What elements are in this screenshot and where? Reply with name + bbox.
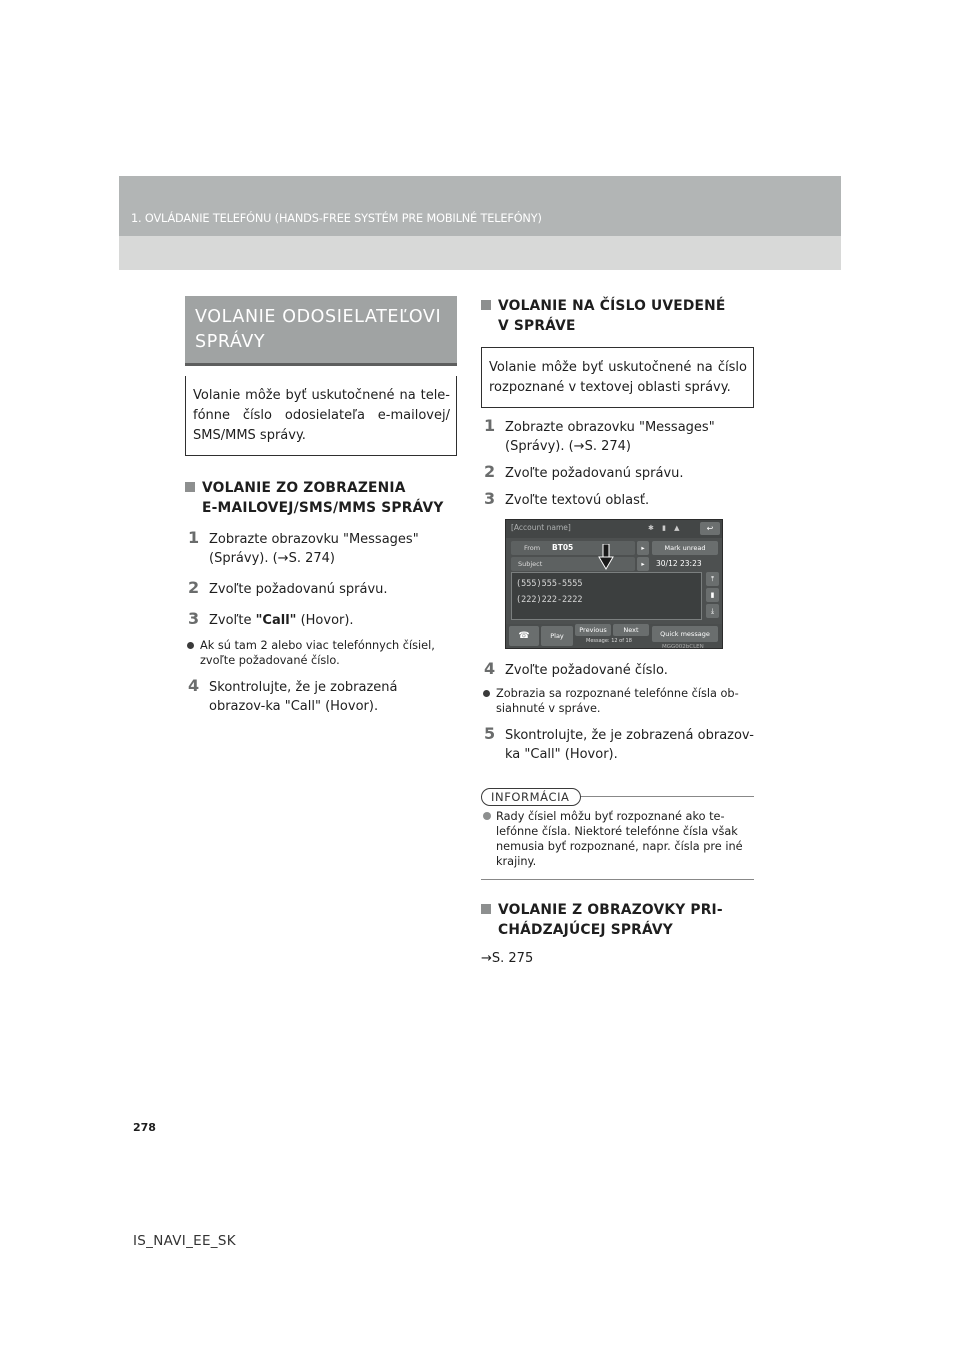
- step-text: Zobrazte obrazovku "Messages" (Správy). (→S. 274): [209, 532, 419, 566]
- subheading-line1: VOLANIE ZO ZOBRAZENIA: [202, 480, 406, 496]
- section-title-box: [185, 296, 457, 366]
- page-number: 278: [133, 1121, 156, 1134]
- subheading-2: [481, 900, 754, 940]
- subject-label: Subject: [518, 560, 543, 568]
- square-bullet-icon: [481, 300, 491, 310]
- header-band: [119, 176, 841, 236]
- scroll-top-icon[interactable]: ⤒: [706, 572, 719, 586]
- previous-button[interactable]: Previous: [575, 624, 611, 636]
- note-box: Volanie môže byť uskutočnené na číslo rozpoznané v textovej oblasti správy.: [481, 347, 754, 408]
- bullet-dot-icon: [483, 812, 491, 820]
- chapter-title: 1. OVLÁDANIE TELEFÓNU (HANDS-FREE SYSTÉM PRE MOBILNÉ TELEFÓNY): [131, 212, 542, 225]
- step-text: Zvoľte požadovanú správu.: [209, 582, 388, 597]
- from-label: From: [524, 544, 541, 552]
- quick-message-button[interactable]: Quick message: [652, 626, 718, 642]
- square-bullet-icon: [185, 482, 195, 492]
- bullet-dot-icon: [483, 690, 490, 697]
- step-text: Skontrolujte, že je zobrazená obrazov-ka "Call" (Hovor).: [209, 680, 398, 714]
- right-column: [481, 296, 754, 968]
- info-end-rule: [481, 879, 754, 880]
- subheading-line2: E-MAILOVEJ/SMS/MMS SPRÁVY: [202, 500, 444, 516]
- subheading-line1: VOLANIE NA ČÍSLO UVEDENÉ: [498, 298, 726, 314]
- message-text-area[interactable]: [511, 572, 702, 620]
- info-text: Rady čísiel môžu byť rozpoznané ako te-lefónne čísla. Niektoré telefónne čísla však nemusia byť rozpoznané, napr. čísla pre iné krajiny.: [496, 810, 743, 868]
- document-code: IS_NAVI_EE_SK: [133, 1233, 236, 1249]
- arrow-down-icon: [598, 544, 614, 570]
- step-number: 1: [188, 528, 200, 547]
- subheading-line2: CHÁDZAJÚCEJ SPRÁVY: [498, 922, 673, 938]
- back-icon[interactable]: ↩: [700, 522, 720, 535]
- step-text: Zvoľte požadovanú správu.: [505, 466, 684, 481]
- mark-unread-button[interactable]: Mark unread: [652, 541, 718, 555]
- play-button[interactable]: Play: [541, 626, 573, 646]
- from-expand-icon[interactable]: ▸: [637, 541, 649, 555]
- from-value: BT05: [552, 543, 574, 552]
- message-date: 30/12 23:23: [656, 559, 702, 568]
- step-number: 4: [188, 676, 200, 695]
- step-number: 2: [484, 462, 496, 481]
- subheading-line2: V SPRÁVE: [498, 318, 576, 334]
- bullet-note: [481, 686, 754, 716]
- step-text-pre: Zvoľte: [209, 613, 256, 628]
- next-button[interactable]: Next: [613, 624, 649, 636]
- bullet-dot-icon: [187, 642, 194, 649]
- scroll-bar[interactable]: ▮: [706, 588, 719, 602]
- subheading-1: [481, 296, 754, 336]
- header-subband: [119, 236, 841, 270]
- info-block: [481, 786, 754, 880]
- square-bullet-icon: [481, 904, 491, 914]
- step-3: [185, 611, 457, 630]
- left-column: [185, 296, 457, 716]
- bullet-text: Zobrazia sa rozpoznané telefónne čísla ob-siahnuté v správe.: [496, 687, 739, 715]
- step-1: [481, 418, 754, 456]
- step-text: Zobrazte obrazovku "Messages" (Správy). (→S. 274): [505, 420, 715, 454]
- step-text: Zvoľte požadované číslo.: [505, 663, 668, 678]
- step-text: Skontrolujte, že je zobrazená obrazov-ka "Call" (Hovor).: [505, 728, 754, 762]
- image-code: MGG002bCLEN: [662, 644, 704, 649]
- section-title-line1: VOLANIE ODOSIELATEĽOVI: [195, 307, 442, 327]
- bullet-note: [185, 638, 457, 668]
- step-2: [185, 580, 457, 599]
- section-note: Volanie môže byť uskutočnené na tele-fónne číslo odosielateľa e-mailovej/ SMS/MMS správy.: [185, 376, 457, 456]
- step-4: [185, 678, 457, 716]
- scroll-bottom-icon[interactable]: ⤓: [706, 604, 719, 618]
- subheading-line1: VOLANIE Z OBRAZOVKY PRI-: [498, 902, 723, 918]
- account-name: [Account name]: [511, 523, 571, 532]
- step-number: 4: [484, 659, 496, 678]
- section-title-line2: SPRÁVY: [195, 332, 266, 352]
- info-label: INFORMÁCIA: [481, 788, 581, 806]
- phone-number-1[interactable]: (555)555-5555: [516, 579, 583, 589]
- step-number: 3: [484, 489, 496, 508]
- bullet-text: Ak sú tam 2 alebo viac telefónnych čísiel, zvoľte požadované číslo.: [200, 639, 435, 667]
- status-icons: ✱ ▮ ▲: [648, 524, 683, 532]
- step-number: 2: [188, 578, 200, 597]
- step-number: 5: [484, 724, 496, 743]
- call-icon[interactable]: ☎: [509, 626, 539, 646]
- step-number: 3: [188, 609, 200, 628]
- info-bullet: [481, 809, 754, 869]
- step-3: [481, 491, 754, 510]
- step-1: [185, 530, 457, 568]
- step-text-bold: "Call": [255, 613, 297, 628]
- step-4: [481, 661, 754, 680]
- step-text: Zvoľte textovú oblasť.: [505, 493, 650, 508]
- subheading: [185, 478, 457, 518]
- step-number: 1: [484, 416, 496, 435]
- step-5: [481, 726, 754, 764]
- message-screen-screenshot: [505, 519, 723, 649]
- step-text-post: (Hovor).: [296, 613, 354, 628]
- subject-expand-icon[interactable]: ▸: [637, 557, 649, 571]
- step-2: [481, 464, 754, 483]
- phone-number-2[interactable]: (222)222-2222: [516, 595, 583, 605]
- message-counter: Message: 12 of 18: [586, 638, 632, 644]
- page-reference: →S. 275: [481, 951, 534, 966]
